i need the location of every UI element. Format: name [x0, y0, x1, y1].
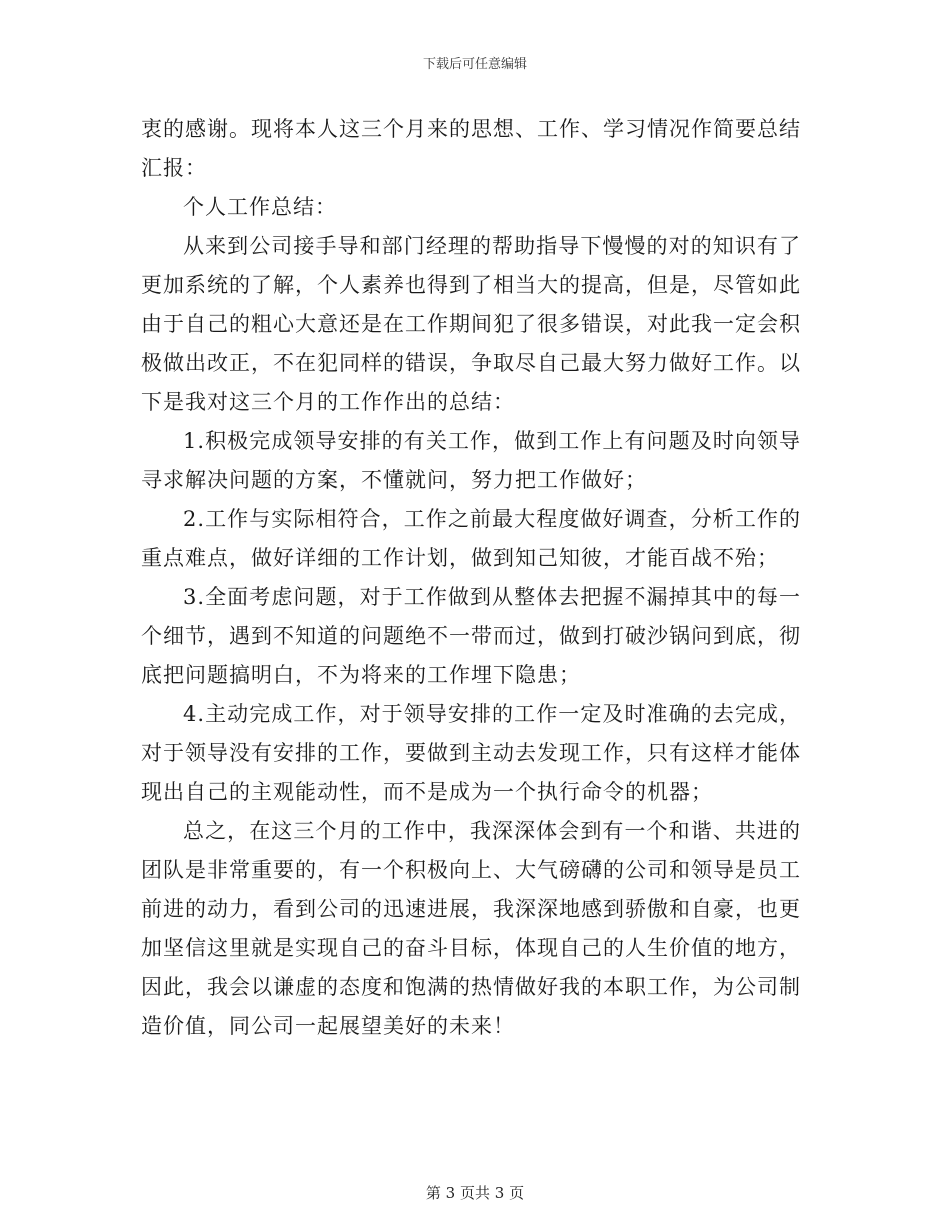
- paragraph-thanks-continuation: 衷的感谢。现将本人这三个月来的思想、工作、学习情况作简要总结汇报：: [141, 117, 801, 180]
- paragraph-point-4: 4.主动完成工作，对于领导安排的工作一定及时准确的去完成，对于领导没有安排的工作，要做到主动去发现工作，只有这样才能体现出自己的主观能动性，而不是成为一个执行命令的机器；: [141, 702, 801, 804]
- paragraph-point-2: 2.工作与实际相符合，工作之前最大程度做好调查，分析工作的重点难点，做好详细的工作计划，做到知己知彼，才能百战不殆；: [141, 507, 801, 570]
- paragraph-introduction: 从来到公司接手导和部门经理的帮助指导下慢慢的对的知识有了更加系统的了解，个人素养也得到了相当大的提高，但是，尽管如此由于自己的粗心大意还是在工作期间犯了很多错误，对此我一定会积极做出改正，不在犯同样的错误，争取尽自己最大努力做好工作。以下是我对这三个月的工作作出的总结：: [141, 234, 801, 414]
- document-body: [141, 110, 801, 1046]
- page-number-footer: 第 3 页共 3 页: [425, 1184, 525, 1202]
- paragraph-point-3: 3.全面考虑问题，对于工作做到从整体去把握不漏掉其中的每一个细节，遇到不知道的问题绝不一带而过，做到打破沙锅问到底，彻底把问题搞明白，不为将来的工作埋下隐患；: [141, 585, 801, 687]
- paragraph-section-heading: 个人工作总结：: [183, 195, 337, 219]
- paragraph-point-1: 1.积极完成领导安排的有关工作，做到工作上有问题及时向领导寻求解决问题的方案，不懂就问，努力把工作做好；: [141, 429, 801, 492]
- page-header-note: 下载后可任意编辑: [422, 57, 527, 72]
- paragraph-conclusion: 总之，在这三个月的工作中，我深深体会到有一个和谐、共进的团队是非常重要的，有一个积极向上、大气磅礴的公司和领导是员工前进的动力，看到公司的迅速进展，我深深地感到骄傲和自豪，也更加坚信这里就是实现自己的奋斗目标，体现自己的人生价值的地方，因此，我会以谦虚的态度和饱满的热情做好我的本职工作，为公司制造价值，同公司一起展望美好的未来！: [141, 819, 801, 1038]
